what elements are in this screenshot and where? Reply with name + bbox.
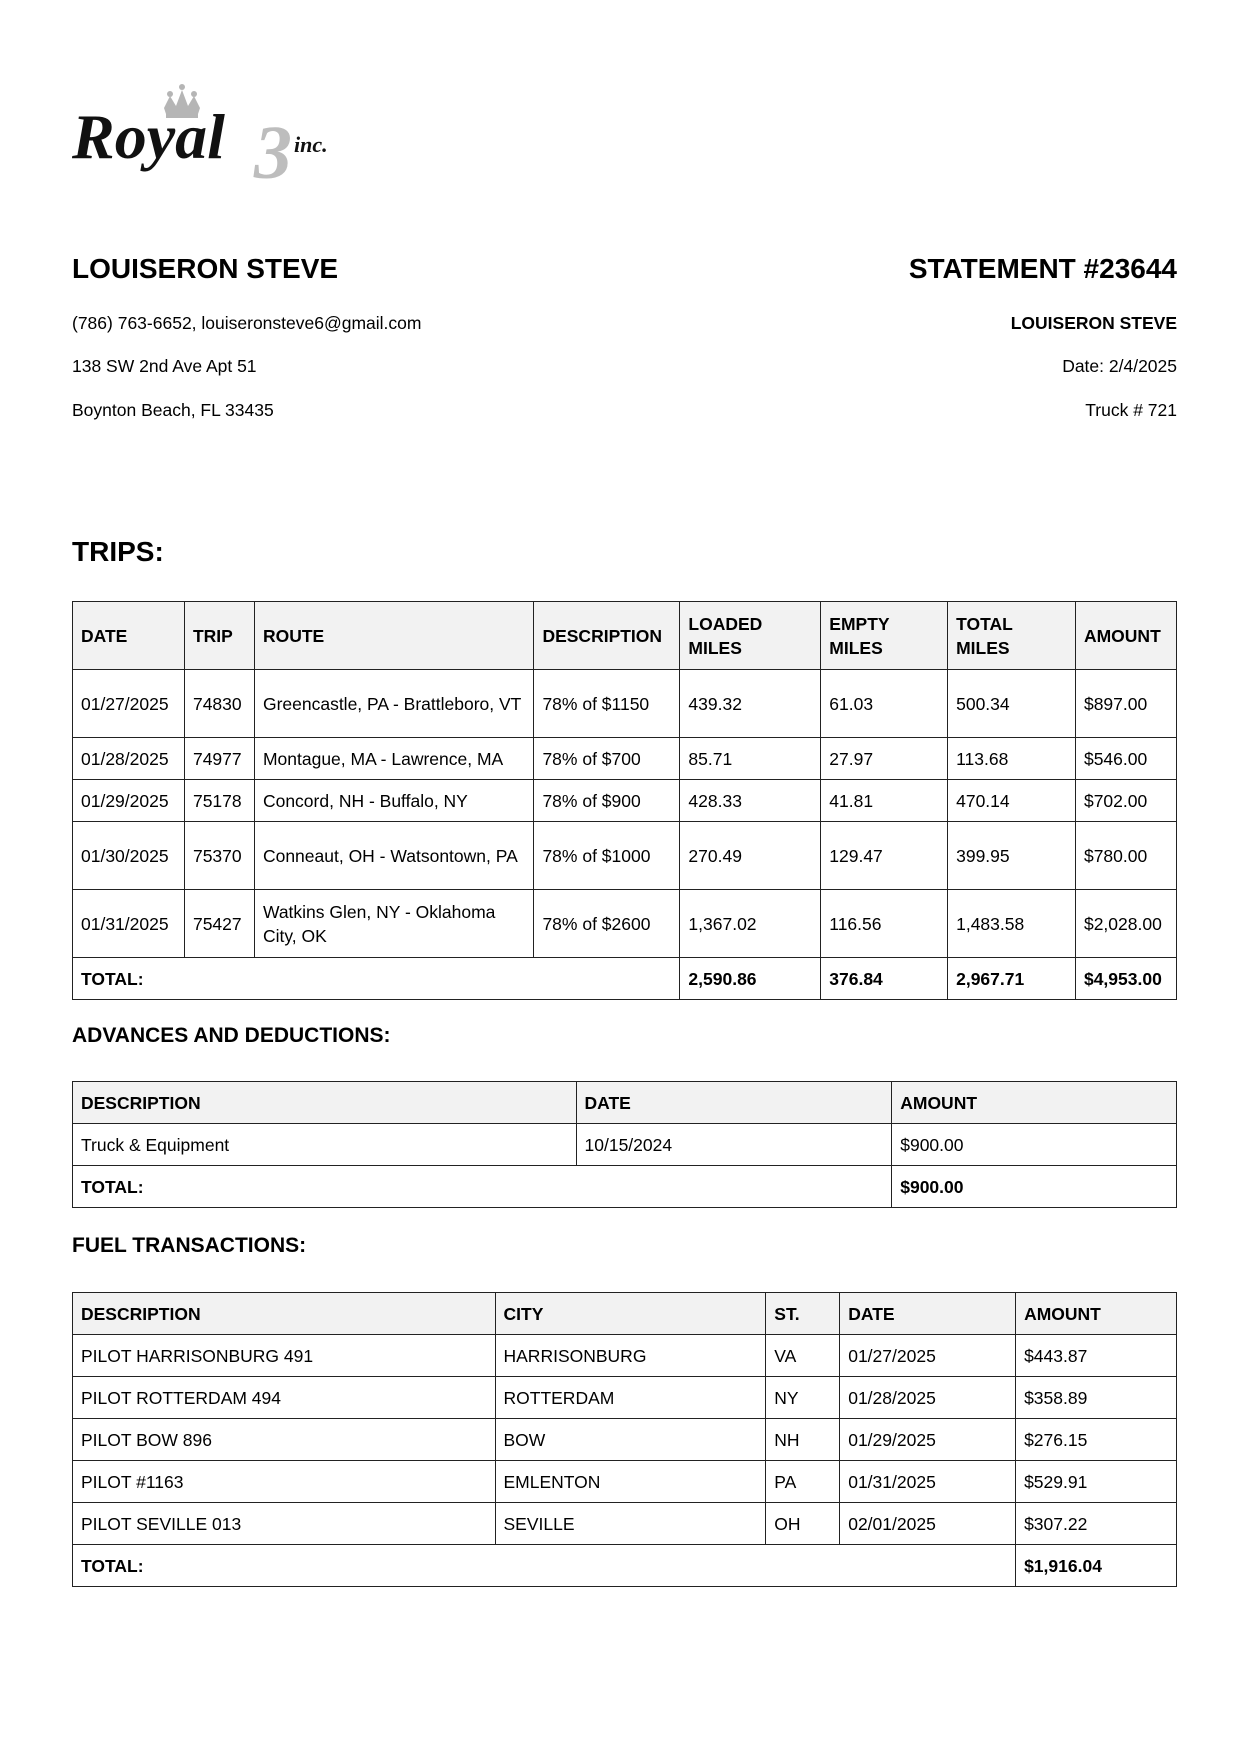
table-cell: 10/15/2024: [576, 1124, 892, 1166]
table-cell: 01/28/2025: [840, 1377, 1016, 1419]
table-cell: 01/29/2025: [840, 1419, 1016, 1461]
table-row: [73, 1377, 1177, 1419]
table-cell: SEVILLE: [495, 1503, 766, 1545]
col-header: DATE: [73, 602, 185, 670]
table-row: [73, 1124, 1177, 1166]
table-cell: Watkins Glen, NY - Oklahoma City, OK: [254, 890, 534, 958]
table-cell: 41.81: [821, 780, 948, 822]
table-cell: $358.89: [1016, 1377, 1177, 1419]
trips-title: TRIPS:: [72, 536, 164, 567]
table-cell: $276.15: [1016, 1419, 1177, 1461]
table-cell: 85.71: [680, 738, 821, 780]
table-cell: BOW: [495, 1419, 766, 1461]
table-cell: PILOT SEVILLE 013: [73, 1503, 496, 1545]
table-cell: 470.14: [948, 780, 1076, 822]
table-cell: 439.32: [680, 670, 821, 738]
table-cell: $529.91: [1016, 1461, 1177, 1503]
table-cell: 129.47: [821, 822, 948, 890]
table-row: [73, 822, 1177, 890]
table-cell: NH: [766, 1419, 840, 1461]
table-cell: 78% of $900: [534, 780, 680, 822]
table-cell: 01/27/2025: [73, 670, 185, 738]
statement-info: [677, 252, 1177, 420]
table-cell: VA: [766, 1335, 840, 1377]
table-cell: $900.00: [892, 1124, 1177, 1166]
table-cell: 270.49: [680, 822, 821, 890]
table-cell: 1,367.02: [680, 890, 821, 958]
table-cell: 75427: [184, 890, 254, 958]
table-row: [73, 1419, 1177, 1461]
logo-word: Royal: [72, 101, 225, 172]
table-cell: PILOT #1163: [73, 1461, 496, 1503]
col-header: TRIP: [184, 602, 254, 670]
col-header: CITY: [495, 1293, 766, 1335]
table-row: [73, 670, 1177, 738]
logo-suffix: inc.: [294, 132, 328, 157]
table-cell: 27.97: [821, 738, 948, 780]
table-cell: $897.00: [1075, 670, 1176, 738]
table-row: [73, 1503, 1177, 1545]
table-cell: 1,483.58: [948, 890, 1076, 958]
advances-header-row: [73, 1082, 1177, 1124]
table-cell: Conneaut, OH - Watsontown, PA: [254, 822, 534, 890]
total-amount: $4,953.00: [1075, 958, 1176, 1000]
crown-logo-icon: [72, 78, 392, 198]
table-cell: PILOT HARRISONBURG 491: [73, 1335, 496, 1377]
table-cell: 428.33: [680, 780, 821, 822]
table-cell: 500.34: [948, 670, 1076, 738]
table-cell: PILOT BOW 896: [73, 1419, 496, 1461]
statement-title: STATEMENT #23644: [908, 253, 1177, 284]
table-row: [73, 738, 1177, 780]
table-cell: $546.00: [1075, 738, 1176, 780]
total-empty-miles: 376.84: [821, 958, 948, 1000]
table-cell: 01/29/2025: [73, 780, 185, 822]
table-cell: 116.56: [821, 890, 948, 958]
driver-info: [72, 252, 672, 420]
table-cell: PA: [766, 1461, 840, 1503]
advances-total-row: [73, 1166, 1177, 1208]
table-cell: 01/27/2025: [840, 1335, 1016, 1377]
statement-name: LOUISERON STEVE: [1010, 313, 1177, 333]
table-cell: 78% of $1000: [534, 822, 680, 890]
driver-contact: (786) 763-6652, louiseronsteve6@gmail.com: [72, 313, 422, 333]
truck-number: Truck # 721: [1085, 400, 1177, 420]
table-cell: HARRISONBURG: [495, 1335, 766, 1377]
statement-page: [72, 0, 1177, 1754]
table-cell: 01/31/2025: [73, 890, 185, 958]
table-row: [73, 890, 1177, 958]
fuel-table: [72, 1292, 1177, 1587]
table-cell: 78% of $2600: [534, 890, 680, 958]
col-header: DESCRIPTION: [534, 602, 680, 670]
driver-address-line1: 138 SW 2nd Ave Apt 51: [72, 356, 257, 376]
table-cell: 74977: [184, 738, 254, 780]
table-cell: $780.00: [1075, 822, 1176, 890]
table-cell: 399.95: [948, 822, 1076, 890]
col-header: DESCRIPTION: [73, 1293, 496, 1335]
table-cell: 61.03: [821, 670, 948, 738]
table-cell: $307.22: [1016, 1503, 1177, 1545]
col-header: DATE: [840, 1293, 1016, 1335]
col-header: ROUTE: [254, 602, 534, 670]
fuel-total-row: [73, 1545, 1177, 1587]
table-cell: NY: [766, 1377, 840, 1419]
total-miles: 2,967.71: [948, 958, 1076, 1000]
trips-total-row: [73, 958, 1177, 1000]
table-cell: 75178: [184, 780, 254, 822]
table-cell: EMLENTON: [495, 1461, 766, 1503]
trips-table: [72, 601, 1177, 1000]
fuel-title: FUEL TRANSACTIONS:: [72, 1234, 307, 1257]
table-cell: 78% of $1150: [534, 670, 680, 738]
table-cell: 02/01/2025: [840, 1503, 1016, 1545]
col-header: EMPTY MILES: [821, 602, 948, 670]
driver-address-line2: Boynton Beach, FL 33435: [72, 400, 274, 420]
col-header: DATE: [576, 1082, 892, 1124]
col-header: ST.: [766, 1293, 840, 1335]
advances-title: ADVANCES AND DEDUCTIONS:: [72, 1024, 391, 1047]
table-cell: $2,028.00: [1075, 890, 1176, 958]
table-cell: OH: [766, 1503, 840, 1545]
table-cell: Truck & Equipment: [73, 1124, 577, 1166]
col-header: AMOUNT: [1075, 602, 1176, 670]
driver-name: LOUISERON STEVE: [72, 253, 339, 284]
col-header: DESCRIPTION: [73, 1082, 577, 1124]
table-row: [73, 1335, 1177, 1377]
total-label: TOTAL:: [73, 1545, 1016, 1587]
table-cell: 01/28/2025: [73, 738, 185, 780]
table-cell: 01/30/2025: [73, 822, 185, 890]
col-header: AMOUNT: [892, 1082, 1177, 1124]
company-logo: [72, 78, 392, 198]
total-label: TOTAL:: [73, 1166, 892, 1208]
table-cell: Concord, NH - Buffalo, NY: [254, 780, 534, 822]
fuel-header-row: [73, 1293, 1177, 1335]
logo-numeral: 3: [254, 111, 292, 195]
total-loaded-miles: 2,590.86: [680, 958, 821, 1000]
table-row: [73, 1461, 1177, 1503]
trips-header-row: [73, 602, 1177, 670]
table-cell: 01/31/2025: [840, 1461, 1016, 1503]
table-cell: 113.68: [948, 738, 1076, 780]
advances-table: [72, 1081, 1177, 1208]
table-cell: ROTTERDAM: [495, 1377, 766, 1419]
table-cell: 74830: [184, 670, 254, 738]
table-cell: 78% of $700: [534, 738, 680, 780]
table-cell: Montague, MA - Lawrence, MA: [254, 738, 534, 780]
table-row: [73, 780, 1177, 822]
table-cell: 75370: [184, 822, 254, 890]
col-header: LOADED MILES: [680, 602, 821, 670]
table-cell: Greencastle, PA - Brattleboro, VT: [254, 670, 534, 738]
col-header: AMOUNT: [1016, 1293, 1177, 1335]
advances-total-amount: $900.00: [892, 1166, 1177, 1208]
total-label: TOTAL:: [73, 958, 680, 1000]
fuel-total-amount: $1,916.04: [1016, 1545, 1177, 1587]
table-cell: $702.00: [1075, 780, 1176, 822]
table-cell: $443.87: [1016, 1335, 1177, 1377]
statement-date: Date: 2/4/2025: [1062, 356, 1177, 376]
col-header: TOTAL MILES: [948, 602, 1076, 670]
table-cell: PILOT ROTTERDAM 494: [73, 1377, 496, 1419]
